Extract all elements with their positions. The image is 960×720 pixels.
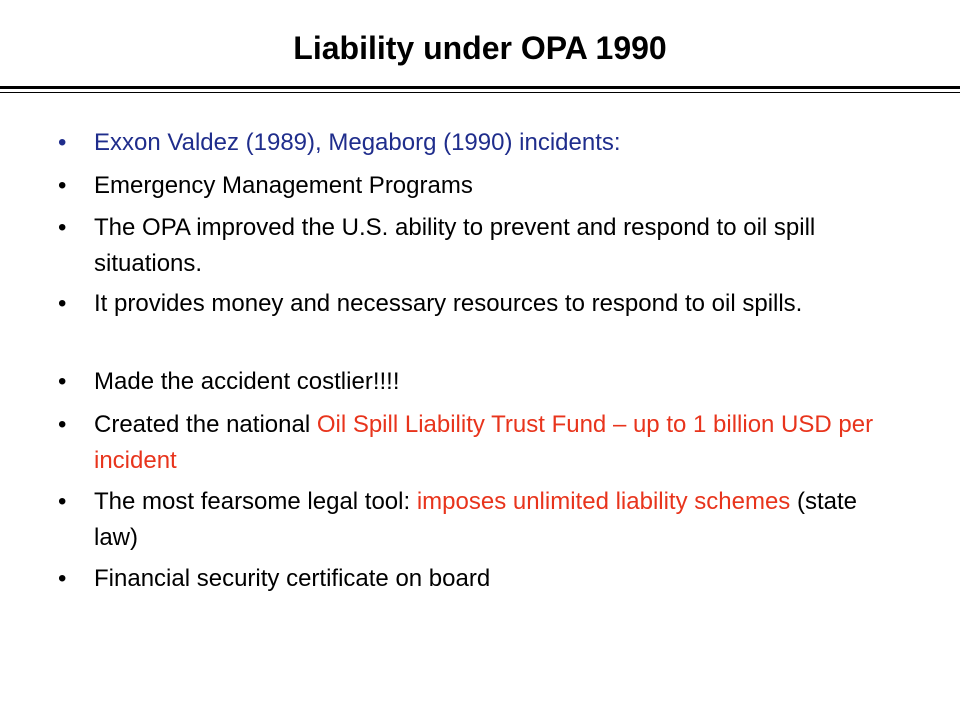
bullet-text: It provides money and necessary resources to respond to oil spills. [94,290,803,317]
bullet-text: Financial security certificate on board [94,565,491,592]
bullet-symbol: • [58,129,67,156]
bullet-text [94,407,898,479]
bullet-item-financial-certificate [58,561,898,597]
bullet-symbol: • [58,172,67,199]
title-divider-thin [0,92,960,93]
bullet-item-opa-improved [58,210,898,282]
trust-fund-highlight: Oil Spill Liability Trust Fund – up to 1 billion USD per incident [94,411,874,474]
bullet-text: Made the accident costlier!!!! [94,368,400,395]
bullet-text: Emergency Management Programs [94,172,473,199]
bullet-text: The OPA improved the U.S. ability to prevent and respond to oil spill situations. [94,214,816,277]
bullet-text: Exxon Valdez (1989), Megaborg (1990) incidents: [94,129,621,156]
bullet-item-legal-tool [58,484,898,556]
bullet-item-trust-fund [58,407,898,479]
bullet-symbol: • [58,368,67,395]
bullet-text [94,484,898,556]
bullet-item-incidents [58,125,898,161]
bullet-symbol: • [58,488,67,515]
bullet-text-suffix: (state law) [94,488,858,551]
bullet-item-costlier [58,364,898,400]
bullet-symbol: • [58,411,67,438]
bullet-text-prefix: Created the national [94,411,317,438]
bullet-item-emergency-programs [58,168,898,204]
liability-highlight: imposes unlimited liability schemes [416,488,791,515]
title-divider-thick [0,86,960,89]
bullet-symbol: • [58,565,67,592]
slide-title: Liability under OPA 1990 [293,30,667,66]
bullet-symbol: • [58,290,67,317]
bullet-text-prefix: The most fearsome legal tool: [94,488,417,515]
bullet-symbol: • [58,214,67,241]
bullet-item-money-resources [58,286,898,322]
